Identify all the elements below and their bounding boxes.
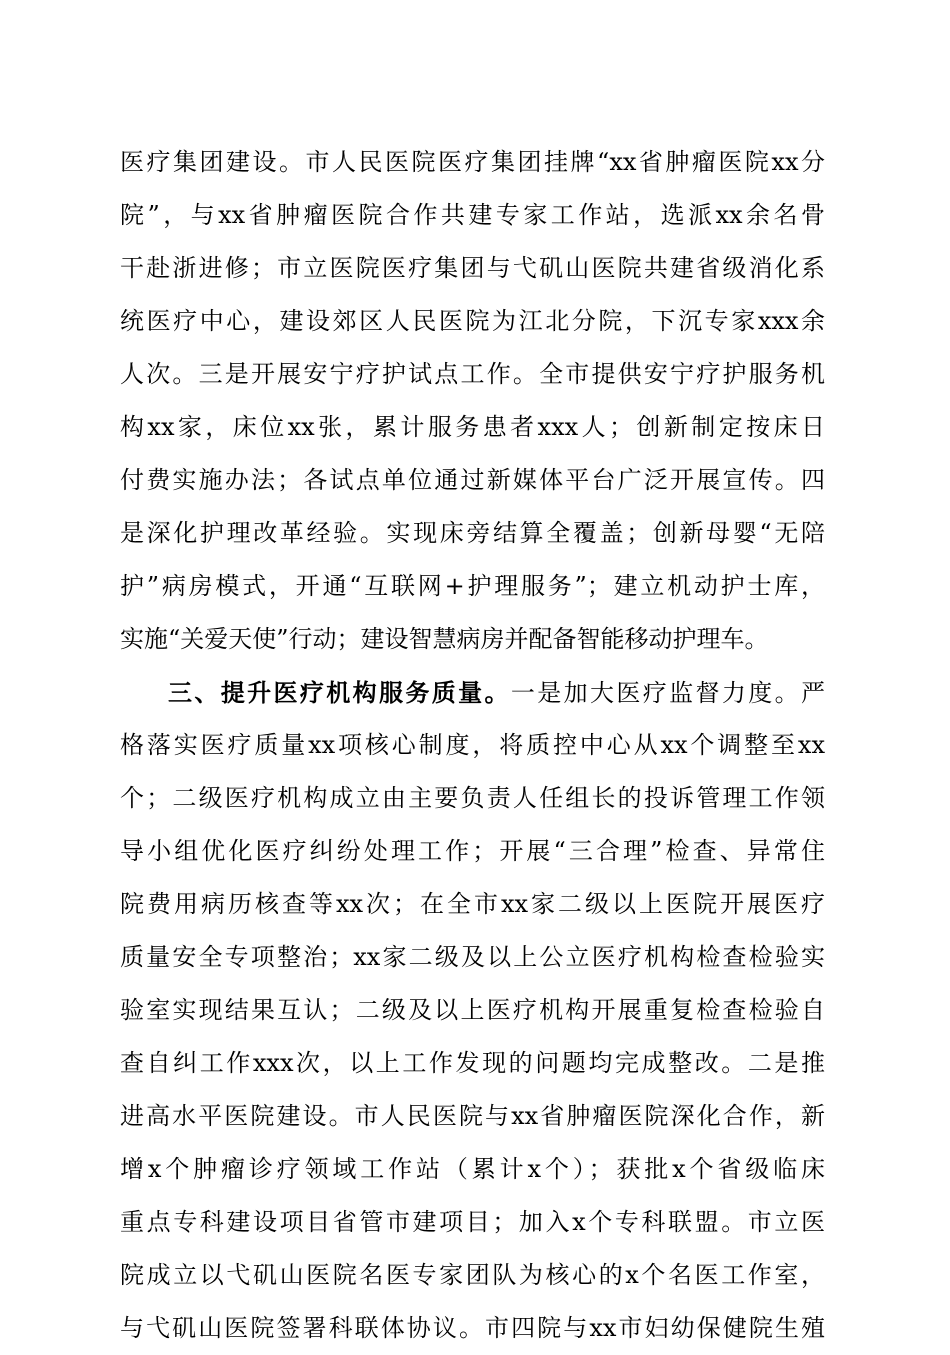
text-line: 医疗集团建设。市人民医院医疗集团挂牌“xx省肿瘤医院xx分 <box>120 148 825 176</box>
text-line: 进高水平医院建设。市人民医院与xx省肿瘤医院深化合作，新 <box>120 1102 825 1130</box>
text-line: 干赴浙进修；市立医院医疗集团与弋矶山医院共建省级消化系 <box>120 254 825 282</box>
text-line: 人次。三是开展安宁疗护试点工作。全市提供安宁疗护服务机 <box>120 360 825 388</box>
text-line: 个；二级医疗机构成立由主要负责人任组长的投诉管理工作领 <box>120 784 825 812</box>
text-line: 院成立以弋矶山医院名医专家团队为核心的x个名医工作室， <box>120 1261 825 1289</box>
text-line: 导小组优化医疗纠纷处理工作；开展“三合理”检查、异常住 <box>120 837 825 865</box>
paragraph-medical-groups <box>120 136 825 666</box>
text-line: 质量安全专项整治；xx家二级及以上公立医疗机构检查检验实 <box>120 943 825 971</box>
text-line: 统医疗中心，建设郊区人民医院为江北分院，下沉专家xxx余 <box>120 307 825 335</box>
paragraph-first-line <box>120 666 825 719</box>
text-line: 是深化护理改革经验。实现床旁结算全覆盖；创新母婴“无陪 <box>120 519 825 547</box>
text-line: 查自纠工作xxx次，以上工作发现的问题均完成整改。二是推 <box>120 1049 825 1077</box>
text-line: 与弋矶山医院签署科联体协议。市四院与xx市妇幼保健院生殖 <box>120 1314 825 1342</box>
text-line: 验室实现结果互认；二级及以上医疗机构开展重复检查检验自 <box>120 996 825 1024</box>
text-line: 付费实施办法；各试点单位通过新媒体平台广泛开展宣传。四 <box>120 466 825 494</box>
text-line: 格落实医疗质量xx项核心制度，将质控中心从xx个调整至xx <box>120 731 825 759</box>
paragraph-service-quality <box>120 666 825 1355</box>
document-body <box>120 136 825 1355</box>
text-line: 增x个肿瘤诊疗领域工作站（累计x个）；获批x个省级临床 <box>120 1155 825 1183</box>
text-line: 院”，与xx省肿瘤医院合作共建专家工作站，选派xx余名骨 <box>120 201 825 229</box>
text-span: 一是加大医疗监督力度。严 <box>510 679 825 707</box>
section-heading: 三、提升医疗机构服务质量。 <box>168 678 511 707</box>
text-line: 实施“关爱天使”行动；建设智慧病房并配备智能移动护理车。 <box>120 625 769 653</box>
text-line: 院费用病历核查等xx次；在全市xx家二级以上医院开展医疗 <box>120 890 825 918</box>
text-line: 护”病房模式，开通“互联网+护理服务”；建立机动护士库， <box>120 572 825 600</box>
text-line: 重点专科建设项目省管市建项目；加入x个专科联盟。市立医 <box>120 1208 825 1236</box>
text-line: 构xx家，床位xx张，累计服务患者xxx人；创新制定按床日 <box>120 413 825 441</box>
